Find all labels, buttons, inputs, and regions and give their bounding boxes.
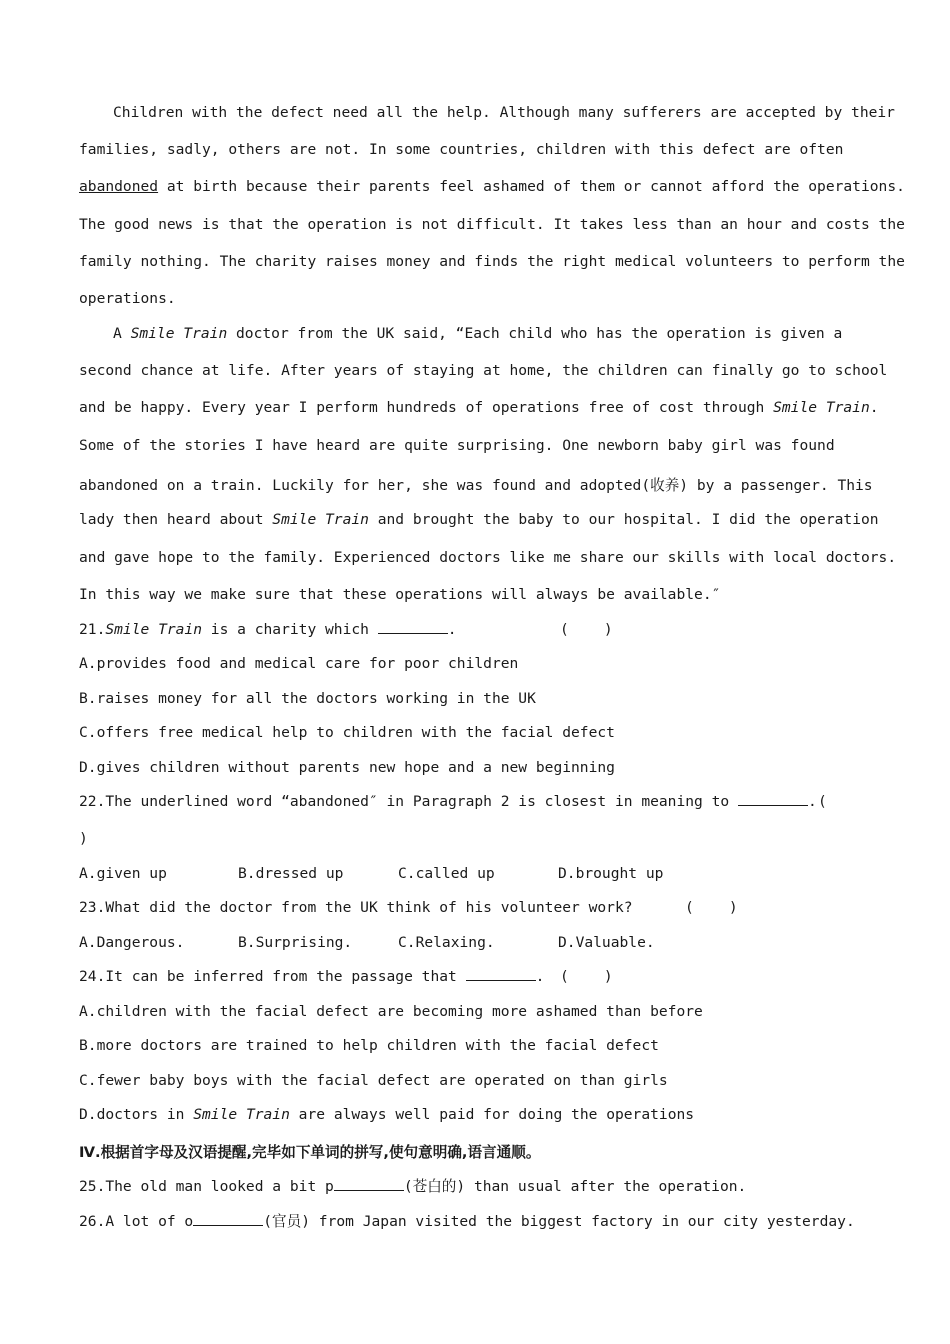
passage-line: family nothing. The charity raises money and finds the right medical volunteers to perform the [79, 253, 905, 270]
option-d: D.gives children without parents new hope and a new beginning [79, 759, 615, 776]
section-heading: Ⅳ.根据首字母及汉语提醒,完毕如下单词的拼写,使句意明确,语言通顺。 [79, 1144, 541, 1161]
passage-line: abandoned at birth because their parents feel ashamed of them or cannot afford the operations. [79, 178, 905, 195]
answer-paren-close: ) [79, 830, 88, 847]
option-a: A.provides food and medical care for poor children [79, 655, 519, 672]
question-21: 21.Smile Train is a charity which . [79, 621, 457, 638]
passage-line: lady then heard about Smile Train and brought the baby to our hospital. I did the operation [79, 511, 879, 528]
question-22: 22.The underlined word “abandoned″ in Paragraph 2 is closest in meaning to . [79, 793, 817, 810]
question-24: 24.It can be inferred from the passage that . [79, 968, 545, 985]
option-d: D.Valuable. [558, 934, 655, 951]
passage-line: second chance at life. After years of staying at home, the children can finally go to school [79, 362, 888, 379]
answer-blank[interactable] [738, 793, 808, 806]
option-a: A.Dangerous. [79, 934, 185, 951]
option-d: D.brought up [558, 865, 664, 882]
answer-paren[interactable]: ( ) [560, 621, 613, 638]
passage-line: families, sadly, others are not. In some countries, children with this defect are often [79, 141, 844, 158]
option-d: D.doctors in Smile Train are always well paid for doing the operations [79, 1106, 695, 1123]
passage-line: operations. [79, 290, 176, 307]
option-b: B.raises money for all the doctors working in the UK [79, 690, 536, 707]
option-c: C.Relaxing. [398, 934, 495, 951]
question-23: 23.What did the doctor from the UK think of his volunteer work? [79, 899, 633, 916]
question-25: 25.The old man looked a bit p (苍白的) than usual after the operation. [79, 1178, 747, 1195]
option-c: C.offers free medical help to children with the facial defect [79, 724, 615, 741]
passage-line: In this way we make sure that these operations will always be available.″ [79, 586, 721, 603]
answer-paren[interactable]: ( ) [560, 968, 613, 985]
option-a: A.given up [79, 865, 167, 882]
answer-blank[interactable] [334, 1178, 404, 1191]
answer-blank[interactable] [193, 1213, 263, 1226]
option-a: A.children with the facial defect are becoming more ashamed than before [79, 1003, 703, 1020]
answer-paren[interactable]: ( ) [685, 899, 738, 916]
passage-line: A Smile Train doctor from the UK said, “Each child who has the operation is given a [113, 325, 843, 342]
passage-line: abandoned on a train. Luckily for her, she was found and adopted(收养) by a passenger. This [79, 477, 873, 494]
option-b: B.Surprising. [238, 934, 353, 951]
passage-line: and be happy. Every year I perform hundreds of operations free of cost through Smile Train. [79, 399, 879, 416]
answer-blank[interactable] [378, 621, 448, 634]
option-c: C.called up [398, 865, 495, 882]
passage-line: and gave hope to the family. Experienced doctors like me share our skills with local doctors. [79, 549, 897, 566]
passage-line: The good news is that the operation is not difficult. It takes less than an hour and costs the [79, 216, 905, 233]
underlined-word: abandoned [79, 178, 159, 195]
option-c: C.fewer baby boys with the facial defect are operated on than girls [79, 1072, 668, 1089]
answer-blank[interactable] [466, 968, 536, 981]
option-b: B.dressed up [238, 865, 344, 882]
question-26: 26.A lot of o (官员) from Japan visited the biggest factory in our city yesterday. [79, 1213, 855, 1230]
option-b: B.more doctors are trained to help children with the facial defect [79, 1037, 659, 1054]
passage-line: Some of the stories I have heard are quite surprising. One newborn baby girl was found [79, 437, 835, 454]
answer-paren-open[interactable]: ( [818, 793, 827, 810]
passage-line: Children with the defect need all the help. Although many sufferers are accepted by their [113, 104, 895, 121]
